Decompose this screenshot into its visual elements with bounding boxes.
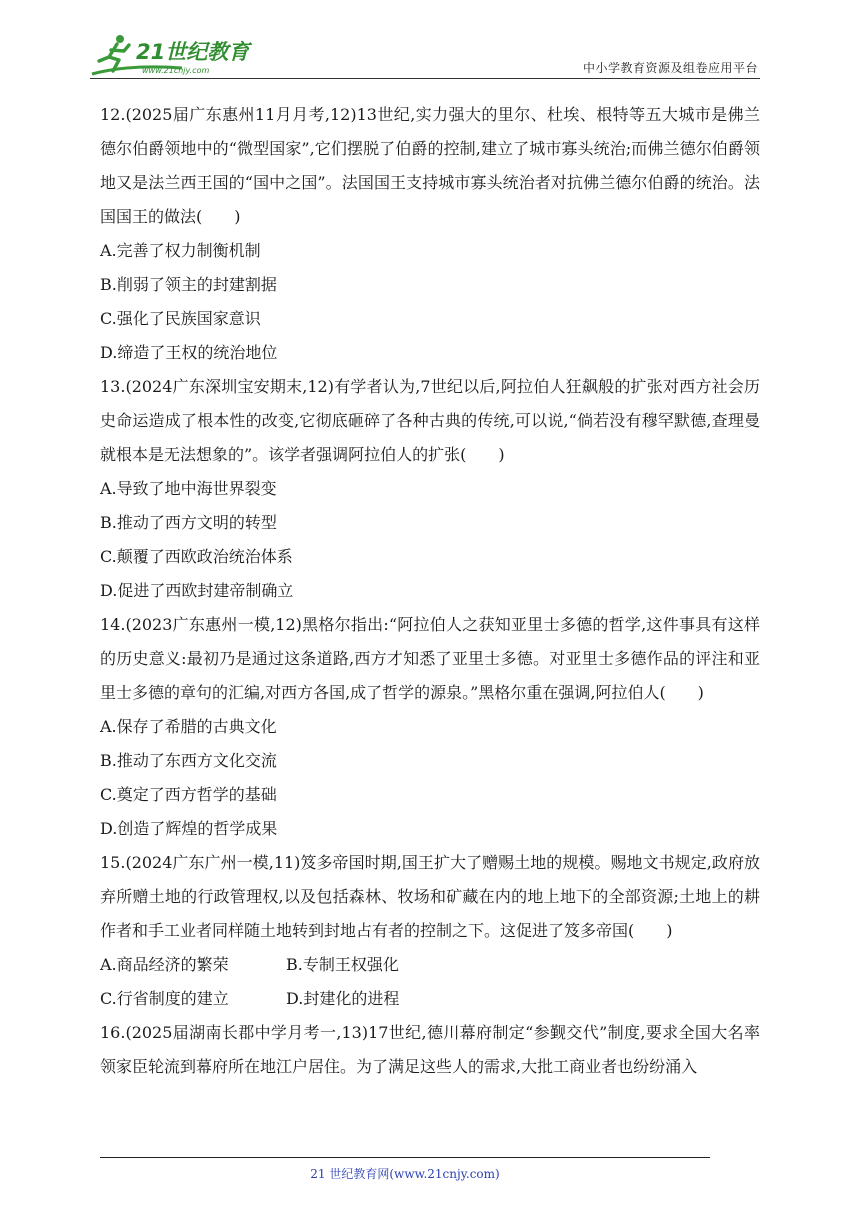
option-a: A.保存了希腊的古典文化 (100, 717, 277, 736)
question-stem: 15.(2024广东广州一模,11)笈多帝国时期,国王扩大了赠赐土地的规模。赐地文书规定,政府放弃所赠土地的行政管理权,以及包括森林、牧场和矿藏在内的地上地下的全部资源;土地上的耕作者和手工业者同样随土地转到封地占有者的控制之下。这促进了笈多帝国( ) (100, 853, 760, 940)
svg-text:www.21cnjy.com: www.21cnjy.com (142, 66, 210, 75)
option-b: B.专制王权强化 (286, 955, 399, 974)
question-16 (100, 1016, 760, 1084)
footer-divider (100, 1157, 710, 1158)
svg-text:21世纪教育: 21世纪教育 (136, 40, 250, 64)
question-12 (100, 98, 760, 370)
question-stem: 16.(2025届湖南长郡中学月考一,13)17世纪,德川幕府制定“参觐交代”制度,要求全国大名率领家臣轮流到幕府所在地江户居住。为了满足这些人的需求,大批工商业者也纷纷涌入 (100, 1023, 760, 1076)
option-c: C.行省制度的建立 (100, 989, 229, 1008)
option-b: B.推动了西方文明的转型 (100, 513, 277, 532)
question-15 (100, 846, 760, 1016)
header-divider (90, 78, 760, 79)
question-stem: 13.(2024广东深圳宝安期末,12)有学者认为,7世纪以后,阿拉伯人狂飙般的扩张对西方社会历史命运造成了根本性的改变,它彻底砸碎了各种古典的传统,可以说,“倘若没有穆罕默德,查理曼就根本是无法想象的”。该学者强调阿拉伯人的扩张( ) (100, 377, 760, 464)
option-row (100, 982, 760, 1016)
option-d: D.促进了西欧封建帝制确立 (100, 581, 294, 600)
question-stem: 12.(2025届广东惠州11月月考,12)13世纪,实力强大的里尔、杜埃、根特等五大城市是佛兰德尔伯爵领地中的“微型国家”,它们摆脱了伯爵的控制,建立了城市寡头统治;而佛兰德尔伯爵领地又是法兰西王国的“国中之国”。法国国王支持城市寡头统治者对抗佛兰德尔伯爵的统治。法国国王的做法( ) (100, 105, 760, 226)
option-row (100, 948, 760, 982)
question-14 (100, 608, 760, 846)
option-b: B.推动了东西方文化交流 (100, 751, 277, 770)
option-d: D.封建化的进程 (286, 989, 400, 1008)
option-c: C.奠定了西方哲学的基础 (100, 785, 277, 804)
page-header (90, 30, 760, 82)
option-c: C.强化了民族国家意识 (100, 309, 261, 328)
logo-icon (90, 30, 260, 80)
platform-name: 中小学教育资源及组卷应用平台 (582, 61, 758, 75)
option-a: A.导致了地中海世界裂变 (100, 479, 277, 498)
option-b: B.削弱了领主的封建割据 (100, 275, 277, 294)
option-d: D.创造了辉煌的哲学成果 (100, 819, 278, 838)
question-list (100, 98, 760, 1084)
option-d: D.缔造了王权的统治地位 (100, 343, 278, 362)
option-a: A.商品经济的繁荣 (100, 955, 229, 974)
footer-text: 21 世纪教育网(www.21cnjy.com) (310, 1167, 500, 1181)
option-a: A.完善了权力制衡机制 (100, 241, 261, 260)
option-c: C.颠覆了西欧政治统治体系 (100, 547, 293, 566)
question-stem: 14.(2023广东惠州一模,12)黑格尔指出:“阿拉伯人之获知亚里士多德的哲学,这件事具有这样的历史意义:最初乃是通过这条道路,西方才知悉了亚里士多德。对亚里士多德作品的评注和亚里士多德的章句的汇编,对西方各国,成了哲学的源泉。”黑格尔重在强调,阿拉伯人( ) (100, 615, 760, 702)
question-13 (100, 370, 760, 608)
